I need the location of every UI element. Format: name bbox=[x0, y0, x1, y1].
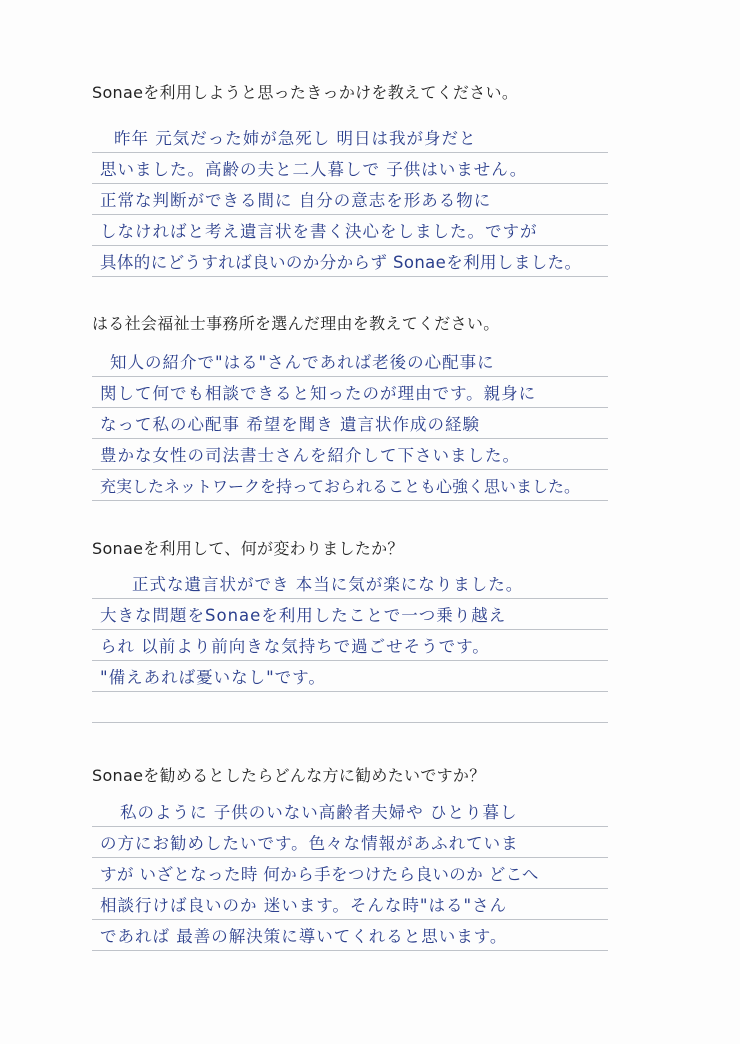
answer-text: の方にお勧めしたいです。色々な情報があふれていま bbox=[100, 834, 519, 853]
answer-text: 私のように 子供のいない高齢者夫婦や ひとり暮し bbox=[120, 803, 518, 822]
answer-text: しなければと考え遺言状を書く決心をしました。ですが bbox=[100, 222, 538, 241]
answer-text: 充実したネットワークを持っておられることも心強く思いました。 bbox=[100, 477, 581, 496]
answer-line bbox=[92, 686, 608, 723]
answer-text: "備えあれば憂いなし"です。 bbox=[100, 668, 326, 687]
answer-text: すが いざとなった時 何から手をつけたら良いのか どこへ bbox=[100, 865, 539, 884]
answer-line bbox=[92, 464, 608, 501]
answer-text: であれば 最善の解決策に導いてくれると思います。 bbox=[100, 927, 508, 946]
answer-text: なって私の心配事 希望を聞き 遺言状作成の経験 bbox=[100, 415, 480, 434]
answer-line bbox=[92, 240, 608, 277]
answer-text: 大きな問題をSonaeを利用したことで一つ乗り越え bbox=[100, 606, 507, 625]
answer-text: 相談行けば良いのか 迷います。そんな時"はる"さん bbox=[100, 896, 508, 915]
question-1: Sonaeを利用しようと思ったきっかけを教えてください。 bbox=[92, 83, 519, 102]
answer-text: 正常な判断ができる間に 自分の意志を形ある物に bbox=[100, 191, 492, 210]
answer-text: 知人の紹介で"はる"さんであれば老後の心配事に bbox=[110, 353, 495, 372]
answer-text: 思いました。高齢の夫と二人暮しで 子供はいません。 bbox=[100, 160, 528, 179]
answer-line bbox=[92, 914, 608, 951]
question-4: Sonaeを勧めるとしたらどんな方に勧めたいですか？ bbox=[92, 766, 486, 785]
answer-text: 関して何でも相談できると知ったのが理由です。親身に bbox=[100, 384, 537, 403]
question-2: はる社会福祉士事務所を選んだ理由を教えてください。 bbox=[92, 314, 500, 333]
answer-text: 正式な遺言状ができ 本当に気が楽になりました。 bbox=[132, 575, 524, 594]
answer-text: 昨年 元気だった姉が急死し 明日は我が身だと bbox=[114, 129, 477, 148]
answer-text: 豊かな女性の司法書士さんを紹介して下さいました。 bbox=[100, 446, 520, 465]
question-3: Sonaeを利用して、何が変わりましたか？ bbox=[92, 539, 404, 558]
answer-text: られ 以前より前向きな気持ちで過ごせそうです。 bbox=[100, 637, 490, 656]
answer-text: 具体的にどうすれば良いのか分からず Sonaeを利用しました。 bbox=[100, 253, 582, 272]
